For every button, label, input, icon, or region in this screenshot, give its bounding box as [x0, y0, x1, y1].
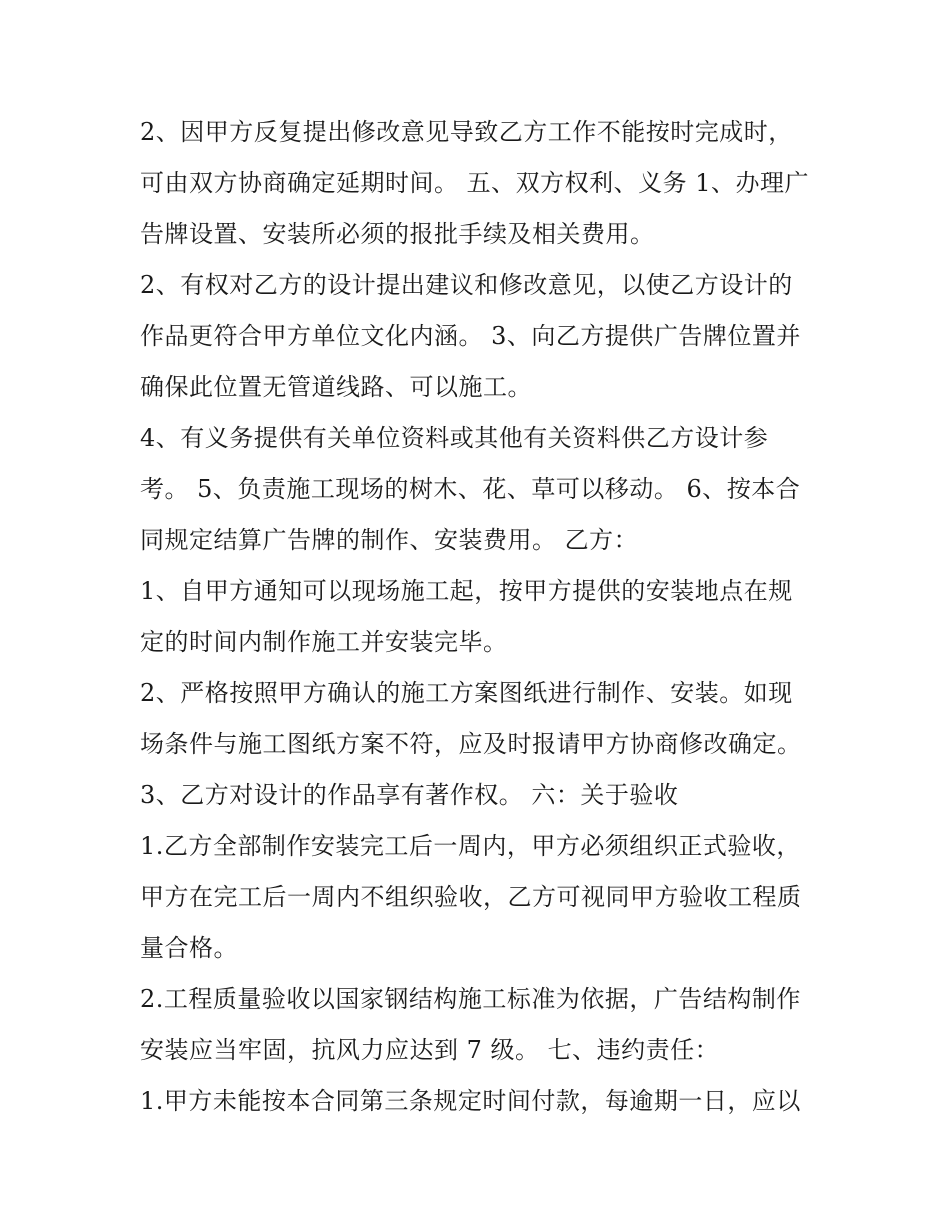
- text-line: 1、自甲方通知可以现场施工起，按甲方提供的安装地点在规: [140, 577, 793, 605]
- text-line: 确保此位置无管道线路、可以施工。: [140, 373, 532, 401]
- paragraph-party-a-rights: [140, 260, 820, 413]
- paragraph-acceptance-1: [140, 821, 820, 974]
- paragraph-party-a-obligations: [140, 413, 820, 566]
- document-body: [140, 107, 820, 1127]
- text-line: 2.工程质量验收以国家钢结构施工标准为依据，广告结构制作: [140, 985, 801, 1013]
- text-line: 甲方在完工后一周内不组织验收，乙方可视同甲方验收工程质: [140, 883, 802, 911]
- text-line: 场条件与施工图纸方案不符，应及时报请甲方协商修改确定。: [140, 730, 802, 758]
- paragraph-acceptance-2: [140, 974, 820, 1076]
- text-line: 告牌设置、安装所必须的报批手续及相关费用。: [140, 220, 655, 248]
- text-line: 2、严格按照甲方确认的施工方案图纸进行制作、安装。如现: [140, 679, 793, 707]
- text-line: 3、乙方对设计的作品享有著作权。 六：关于验收: [140, 781, 679, 809]
- text-line: 2、因甲方反复提出修改意见导致乙方工作不能按时完成时，: [140, 118, 793, 146]
- paragraph-delay-clause: [140, 107, 820, 260]
- text-line: 1.乙方全部制作安装完工后一周内，甲方必须组织正式验收，: [140, 832, 801, 860]
- paragraph-liability-1: [140, 1076, 820, 1127]
- text-line: 2、有权对乙方的设计提出建议和修改意见，以使乙方设计的: [140, 271, 793, 299]
- paragraph-copyright: [140, 770, 820, 821]
- text-line: 考。 5、负责施工现场的树木、花、草可以移动。 6、按本合: [140, 475, 801, 503]
- text-line: 4、有义务提供有关单位资料或其他有关资料供乙方设计参: [140, 424, 769, 452]
- text-line: 定的时间内制作施工并安装完毕。: [140, 628, 508, 656]
- paragraph-party-b-construction-plan: [140, 668, 820, 770]
- text-line: 1.甲方未能按本合同第三条规定时间付款，每逾期一日，应以: [140, 1087, 801, 1115]
- text-line: 安装应当牢固，抗风力应达到 7 级。 七、违约责任：: [140, 1036, 720, 1064]
- text-line: 同规定结算广告牌的制作、安装费用。 乙方：: [140, 526, 639, 554]
- paragraph-party-b-installation: [140, 566, 820, 668]
- text-line: 作品更符合甲方单位文化内涵。 3、向乙方提供广告牌位置并: [140, 322, 801, 350]
- text-line: 量合格。: [140, 934, 238, 962]
- text-line: 可由双方协商确定延期时间。 五、双方权利、义务 1、办理广: [140, 169, 810, 197]
